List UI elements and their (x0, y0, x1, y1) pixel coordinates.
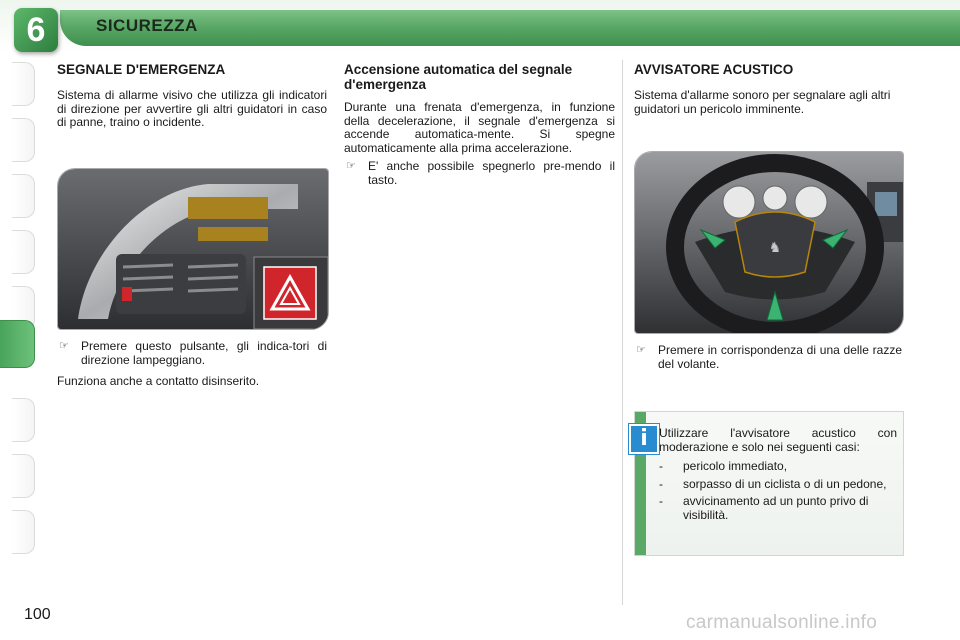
horn-intro: Sistema d'allarme sonoro per segnalare agli altri guidatori un pericolo imminente. (634, 88, 891, 116)
column-divider (622, 60, 623, 605)
chapter-tab-1[interactable] (12, 62, 35, 106)
chapter-tab-6-active[interactable] (0, 320, 35, 368)
dashboard-vents-illustration (58, 169, 328, 329)
chapter-badge: 6 (14, 8, 58, 52)
chapter-tab-3[interactable] (12, 174, 35, 218)
page-number: 100 (24, 606, 51, 623)
info-item-dash: - (659, 476, 663, 491)
chapter-tab-7[interactable] (12, 398, 35, 442)
info-item-dash: - (659, 459, 663, 473)
info-intro: Utilizzare l'avvisatore acustico con moderazione e solo nei seguenti casi: (659, 426, 897, 454)
page-title: SICUREZZA (96, 16, 198, 35)
svg-text:♞: ♞ (768, 240, 782, 256)
pointing-hand-icon: ☞ (59, 340, 69, 352)
info-icon: i (629, 424, 659, 454)
hazard-bullet (57, 340, 327, 367)
auto-activation-bullet-text: E' anche possibile spegnerlo pre-mendo il tasto. (368, 159, 615, 187)
info-item-text: avvicinamento ad un punto privo di visibilità. (683, 494, 869, 522)
hazard-note: Funziona anche a contatto disinserito. (57, 374, 260, 388)
horn-usage-info-box (634, 411, 904, 556)
auto-activation-heading: Accensione automatica del segnale d'emergenza (344, 62, 573, 92)
hazard-button-photo (57, 168, 329, 330)
emergency-signal-heading: SEGNALE D'EMERGENZA (57, 62, 226, 77)
chapter-tab-4[interactable] (12, 230, 35, 274)
chapter-tab-2[interactable] (12, 118, 35, 162)
horn-instructions (634, 344, 902, 371)
info-item-3 (659, 495, 897, 522)
info-item-2 (659, 478, 897, 492)
pointing-hand-icon: ☞ (346, 160, 356, 172)
chapter-tab-9[interactable] (12, 510, 35, 554)
auto-activation-bullet (344, 160, 615, 187)
emergency-signal-section (57, 62, 327, 130)
chapter-tab-8[interactable] (12, 454, 35, 498)
info-item-text: pericolo immediato, (683, 459, 788, 473)
page-header (0, 0, 960, 52)
emergency-signal-instructions (57, 340, 327, 389)
horn-bullet-text: Premere in corrispondenza di una delle razze del volante. (658, 343, 902, 371)
horn-section (634, 62, 902, 116)
horn-bullet (634, 344, 902, 371)
auto-activation-section (344, 62, 615, 187)
info-content (659, 427, 897, 522)
info-item-dash: - (659, 494, 663, 508)
watermark: carmanualsonline.info (686, 612, 878, 633)
pointing-hand-icon: ☞ (636, 344, 646, 356)
steering-wheel-photo (634, 151, 904, 334)
info-item-1 (659, 460, 897, 474)
emergency-signal-intro: Sistema di allarme visivo che utilizza gli indicatori di direzione per avvertire gli altri guidatori in caso di panne, traino o incidente. (57, 88, 327, 129)
steering-wheel-illustration (635, 152, 903, 333)
hazard-bullet-text: Premere questo pulsante, gli indica-tori di direzione lampeggiano. (81, 339, 327, 367)
auto-activation-body: Durante una frenata d'emergenza, in funzione della decelerazione, il segnale d'emergenza si accende automatica-mente. Si spegne automaticamente alla prima accelerazione. (344, 100, 615, 155)
horn-heading: AVVISATORE ACUSTICO (634, 62, 794, 77)
info-item-text: sorpasso di un ciclista o di un pedone, (683, 476, 887, 491)
